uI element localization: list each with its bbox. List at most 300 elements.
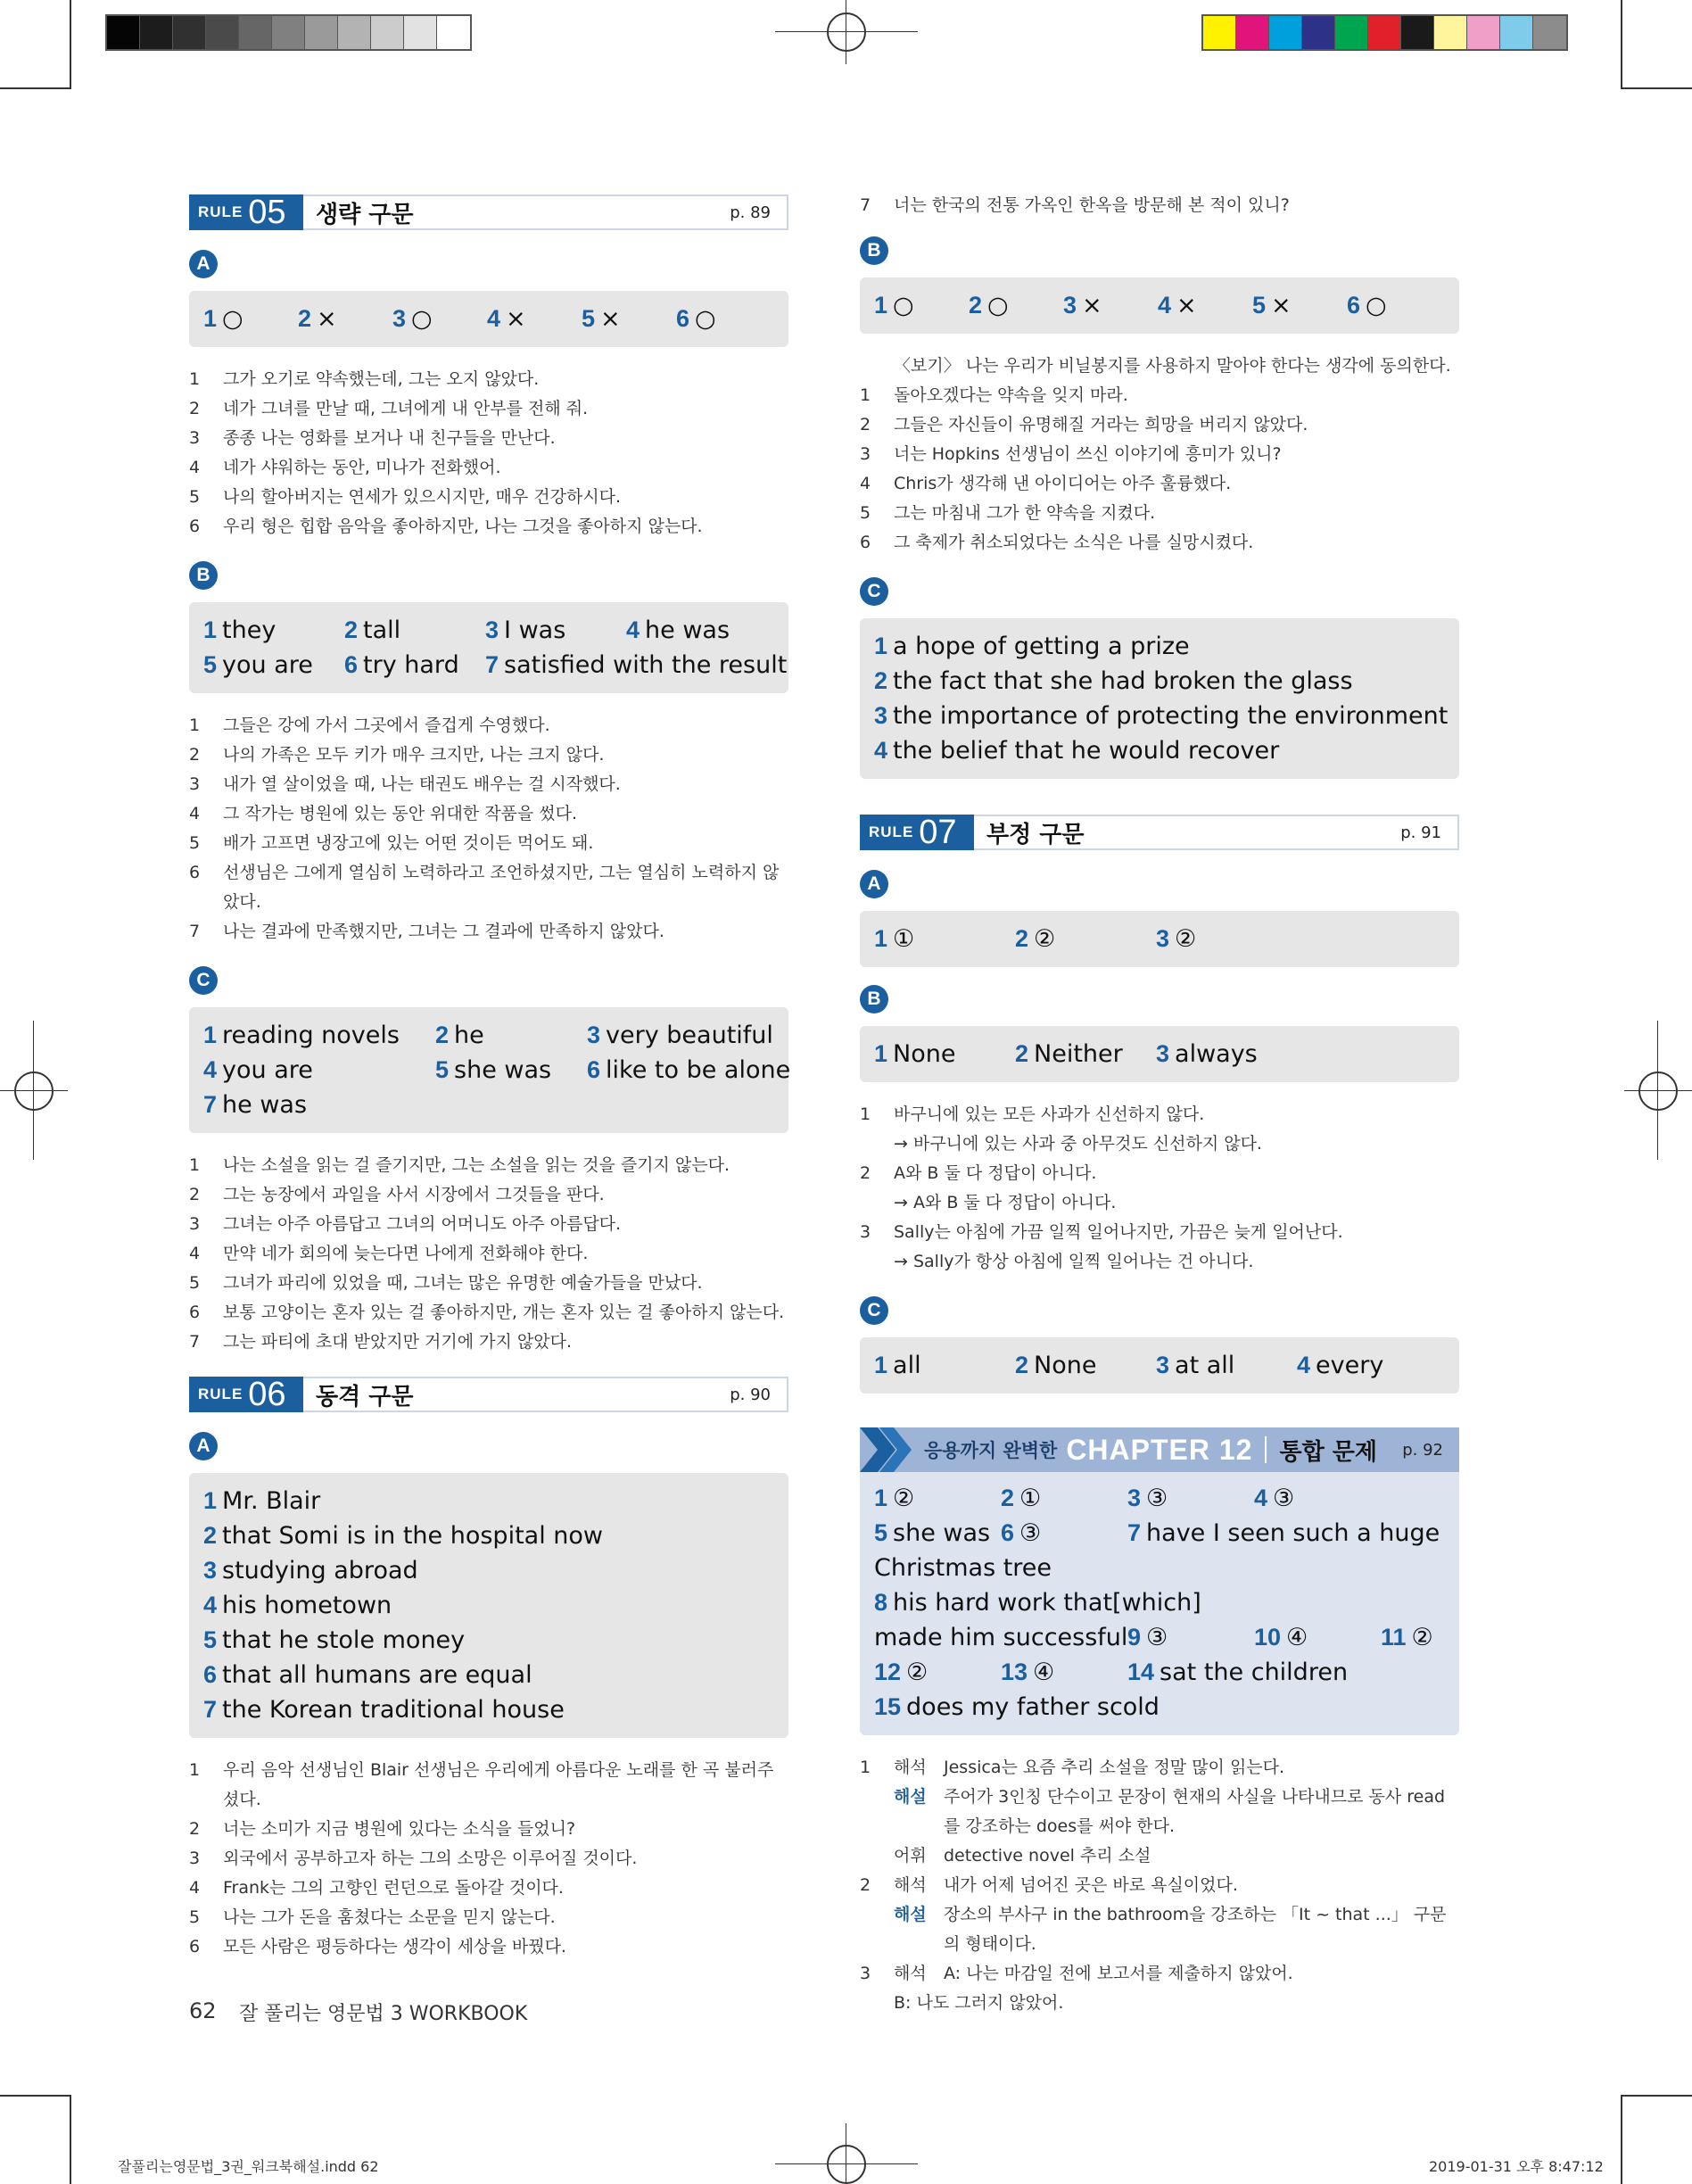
explanation-text: 그 작가는 병원에 있는 동안 위대한 작품을 썼다.: [223, 804, 578, 823]
explanation-number: 4: [189, 804, 201, 823]
answer-number: 4: [203, 1056, 218, 1083]
color-swatch: [107, 16, 140, 49]
section-badge-c: C: [189, 966, 218, 995]
explanation-text: 보통 고양이는 혼자 있는 걸 좋아하지만, 개는 혼자 있는 걸 좋아하지 않는다.: [223, 1303, 785, 1322]
answer-item: [874, 288, 969, 323]
explanation-number: 1: [860, 385, 871, 405]
translation-text: B: 나도 그러지 않았어.: [894, 1993, 1064, 2013]
explanation-number: 1: [189, 1155, 201, 1175]
explanation-number: 7: [189, 1332, 201, 1352]
explanation-text: 나의 가족은 모두 키가 매우 크지만, 나는 크지 않다.: [223, 745, 605, 765]
explanation-number: 3: [860, 444, 871, 464]
explanation-number: 6: [189, 517, 201, 536]
answer-item: [344, 613, 485, 648]
answer-item: [676, 302, 771, 336]
answer-value: ×: [600, 305, 621, 333]
answer-list: [874, 1037, 1445, 1071]
explanation-item: [860, 381, 1459, 410]
crop-mark: [70, 2095, 71, 2184]
page-number: 62: [189, 1998, 217, 2023]
answer-item: [587, 1053, 791, 1088]
answer-number: 4: [203, 1592, 218, 1618]
explanation-list: [189, 365, 788, 542]
book-title: 잘 풀리는 영문법 3 WORKBOOK: [239, 2003, 528, 2025]
explanation-number: 2: [860, 1875, 871, 1895]
answer-item: [1127, 1655, 1348, 1690]
crop-mark: [70, 0, 71, 89]
explanation-text: 외국에서 공부하고자 하는 그의 소망은 이루어질 것이다.: [223, 1849, 638, 1868]
explanation-text: 선생님은 그에게 열심히 노력하라고 조언하셨지만, 그는 열심히 노력하지 않았다.: [223, 863, 780, 912]
answer-value: ②: [906, 1659, 929, 1686]
answer-item: [344, 648, 485, 682]
chapter-page-ref: p. 92: [1402, 1440, 1443, 1460]
explanation-number: 6: [860, 533, 871, 552]
process-color-bar: [1201, 14, 1568, 51]
answer-number: 6: [587, 1056, 601, 1083]
answer-box: [189, 1007, 791, 1133]
explanation-number: 3: [860, 1964, 871, 1983]
answer-box: [860, 1337, 1459, 1394]
color-swatch: [1269, 16, 1302, 49]
answer-number: 5: [203, 1626, 218, 1653]
answer-value: ④: [1033, 1659, 1055, 1686]
explanation-text: Frank는 그의 고향인 런던으로 돌아갈 것이다.: [223, 1878, 564, 1898]
answer-number: 3: [203, 1557, 218, 1584]
answer-item: [874, 1655, 1001, 1690]
answer-number: 2: [298, 305, 312, 332]
answer-number: 6: [1347, 292, 1361, 318]
explanation-number: 3: [189, 1849, 201, 1868]
answer-value: the importance of protecting the environment: [893, 702, 1449, 730]
answer-value: they: [222, 616, 276, 644]
explanation-item: [860, 1900, 1459, 1959]
answer-value: ③: [1019, 1519, 1042, 1547]
explanation-item: [860, 469, 1459, 499]
explanation-number: 7: [189, 922, 201, 941]
registration-line: [1624, 1090, 1692, 1091]
answer-item: [203, 1623, 774, 1658]
answer-value: ③: [1146, 1485, 1168, 1512]
explanation-number: 5: [189, 1273, 201, 1293]
answer-item: [485, 648, 788, 682]
crop-mark: [1621, 2095, 1622, 2184]
answer-box: [189, 602, 788, 693]
answer-item: [1156, 1037, 1297, 1071]
explanation-text: 모든 사람은 평등하다는 생각이 세상을 바꿨다.: [223, 1937, 566, 1956]
answer-number: 5: [435, 1056, 450, 1083]
answer-number: 1: [874, 1352, 888, 1378]
answer-number: 7: [203, 1091, 218, 1118]
answer-number: 2: [344, 616, 359, 643]
explanation-text: 내가 열 살이었을 때, 나는 태권도 배우는 걸 시작했다.: [223, 774, 621, 794]
answer-value: ①: [1019, 1485, 1042, 1512]
explanation-number: 2: [189, 1185, 201, 1204]
registration-line: [775, 2163, 918, 2164]
explanation-item: [189, 1151, 788, 1180]
answer-number: 2: [1015, 925, 1029, 952]
answer-value: like to be alone: [606, 1056, 791, 1084]
answer-item: [485, 613, 626, 648]
answer-value: he: [454, 1022, 484, 1049]
explanation-text: 너는 Hopkins 선생님이 쓰신 이야기에 흥미가 있니?: [894, 444, 1282, 464]
explanation-number: 3: [189, 774, 201, 794]
answer-item: [969, 288, 1063, 323]
answer-value: ○: [1366, 292, 1387, 319]
example-sentence: 〈보기〉 나는 우리가 비닐봉지를 사용하지 말아야 한다는 생각에 동의한다.: [894, 356, 1451, 376]
answer-continuation: Christmas tree: [874, 1554, 1052, 1582]
explanation-list: [860, 381, 1459, 558]
answer-value: ○: [222, 305, 243, 333]
explanation-item: [189, 394, 788, 424]
answer-item: [203, 302, 298, 336]
explanation-item: [189, 740, 788, 770]
chapter-prefix: 응용까지 완벽한: [924, 1440, 1058, 1461]
label-explanation: 해설: [894, 1905, 927, 1924]
section-badge-a: A: [189, 1432, 218, 1460]
answer-number: 2: [1015, 1040, 1029, 1067]
answer-item: [1254, 1620, 1381, 1655]
answer-number: 6: [203, 1661, 218, 1688]
explanation-text: 그 축제가 취소되었다는 소식은 나를 실망시켰다.: [894, 533, 1254, 552]
answer-value: have I seen such a huge: [1146, 1519, 1440, 1547]
answer-item: [203, 1588, 774, 1623]
answer-value: you are: [222, 651, 313, 679]
answer-value: the Korean traditional house: [222, 1696, 565, 1724]
section-badge-c: C: [860, 1296, 888, 1325]
answer-item: [203, 648, 344, 682]
answer-value: you are: [222, 1056, 313, 1084]
explanation-number: 3: [189, 1214, 201, 1234]
answer-item: [1158, 288, 1252, 323]
explanation-list: [189, 711, 788, 947]
explanation-text: 나는 그가 돈을 훔쳤다는 소문을 믿지 않는다.: [223, 1907, 556, 1927]
explanation-list: [860, 1100, 1459, 1277]
translation-text: Jessica는 요즘 추리 소설을 정말 많이 읽는다.: [944, 1758, 1285, 1777]
translation-text: A: 나는 마감일 전에 보고서를 제출하지 않았어.: [944, 1964, 1293, 1983]
answer-value: ③: [1273, 1485, 1295, 1512]
answer-value: a hope of getting a prize: [893, 633, 1190, 660]
crop-mark: [0, 2095, 71, 2097]
answer-number: 6: [344, 651, 359, 678]
answer-box: [860, 1026, 1459, 1082]
answer-item: [874, 1348, 1015, 1383]
translation-text: 내가 어제 넘어진 곳은 바로 욕실이었다.: [944, 1875, 1238, 1895]
explanation-text: 그는 마침내 그가 한 약속을 지켰다.: [894, 503, 1156, 523]
section-badge-b: B: [189, 561, 218, 590]
explanation-number: 3: [189, 428, 201, 448]
explanation-item: [189, 770, 788, 799]
answer-number: 5: [203, 651, 218, 678]
answer-number: 13: [1001, 1659, 1028, 1685]
answer-number: 6: [1001, 1519, 1015, 1546]
explanation-number: 5: [860, 503, 871, 523]
explanation-number: 2: [189, 745, 201, 765]
explanation-number: 1: [189, 716, 201, 735]
answer-value: Neither: [1034, 1040, 1123, 1068]
answer-item: [203, 1018, 435, 1053]
explanation-item: [189, 1239, 788, 1269]
explanation-rewrite: → A와 B 둘 다 정답이 아니다.: [894, 1193, 1117, 1212]
answer-item: [435, 1053, 587, 1088]
rule-tag: [189, 194, 303, 230]
explanation-text: 돌아오겠다는 약속을 잊지 마라.: [894, 385, 1128, 405]
explanation-text: 그들은 자신들이 유명해질 거라는 희망을 버리지 않았다.: [894, 415, 1308, 434]
answer-number: 2: [1015, 1352, 1029, 1378]
explanation-text: 나는 소설을 읽는 걸 즐기지만, 그는 소설을 읽는 것을 즐기지 않는다.: [223, 1155, 730, 1175]
color-swatch: [1368, 16, 1401, 49]
explanation-text: 우리 형은 힙합 음악을 좋아하지만, 나는 그것을 좋아하지 않는다.: [223, 517, 703, 536]
answer-value: the fact that she had broken the glass: [893, 667, 1353, 695]
explanation-number: 1: [860, 1104, 871, 1124]
explanation-text: 그들은 강에 가서 그곳에서 즐겁게 수영했다.: [223, 716, 550, 735]
section-badge-b: B: [860, 985, 888, 1013]
answer-item: [1127, 1620, 1254, 1655]
chapter-answer-box: [860, 1472, 1459, 1735]
answer-number: 3: [1156, 1040, 1170, 1067]
answer-number: 5: [582, 305, 596, 332]
answer-list: [203, 1018, 791, 1122]
answer-box: [189, 1473, 788, 1738]
explanation-item: [860, 1100, 1459, 1129]
color-swatch: [404, 16, 437, 49]
answer-item: [1015, 1037, 1156, 1071]
explanation-text: 그는 파티에 초대 받았지만 거기에 가지 않았다.: [223, 1332, 573, 1352]
answer-item: [874, 1481, 1001, 1516]
rule-page-ref: p. 91: [1400, 823, 1441, 842]
answer-item: [203, 1658, 774, 1692]
answer-number: 7: [203, 1696, 218, 1723]
answer-box: [860, 911, 1459, 967]
explanation-item: [189, 1210, 788, 1239]
right-column: [860, 191, 1459, 2018]
section-badge-a: A: [189, 250, 218, 278]
file-slug: 잘풀리는영문법_3권_워크북해설.indd 62: [118, 2158, 379, 2175]
explanation-text: 바구니에 있는 모든 사과가 신선하지 않다.: [894, 1104, 1205, 1124]
section-badge-a: A: [860, 870, 888, 898]
answer-number: 15: [874, 1693, 902, 1720]
answer-number: 2: [969, 292, 983, 318]
answer-item: [874, 1516, 1001, 1551]
answer-value: always: [1175, 1040, 1258, 1068]
answer-value: at all: [1175, 1352, 1235, 1379]
answer-value: he was: [645, 616, 730, 644]
answer-value: Mr. Blair: [222, 1487, 321, 1515]
explanation-item: [860, 1959, 1459, 1989]
answer-item: [874, 629, 1445, 664]
answer-value: ②: [1411, 1624, 1433, 1651]
answer-number: 3: [874, 702, 888, 729]
answer-number: 1: [874, 633, 888, 659]
answer-value: every: [1316, 1352, 1384, 1379]
answer-item: [1127, 1516, 1440, 1551]
rule-page-ref: p. 89: [730, 203, 771, 222]
explanation-item: [189, 424, 788, 453]
answer-number: 14: [1127, 1659, 1155, 1685]
explanation-number: 1: [189, 369, 201, 389]
answer-item: [435, 1018, 587, 1053]
explanation-list: [189, 1151, 788, 1357]
answer-item: [203, 1484, 774, 1518]
explanation-item: [860, 191, 1459, 220]
color-swatch: [1533, 16, 1566, 49]
explanation-text: 종종 나는 영화를 보거나 내 친구들을 만난다.: [223, 428, 556, 448]
answer-item: [1127, 1481, 1254, 1516]
answer-value: the belief that he would recover: [893, 737, 1280, 765]
color-swatch: [1236, 16, 1269, 49]
explanation-text: Sally는 아침에 가끔 일찍 일어나지만, 가끔은 늦게 일어난다.: [894, 1222, 1343, 1242]
rule-title: 부정 구문: [986, 821, 1085, 848]
answer-value: I was: [504, 616, 566, 644]
answer-value: ×: [1176, 292, 1197, 319]
explanation-number: 2: [860, 1163, 871, 1183]
explanation-item: [860, 1841, 1459, 1871]
explanation-item: [860, 1159, 1459, 1188]
answer-value: ③: [1146, 1624, 1168, 1651]
answer-number: 11: [1381, 1624, 1407, 1650]
answer-number: 4: [1297, 1352, 1311, 1378]
answer-value: all: [893, 1352, 921, 1379]
registration-mark: [827, 2145, 866, 2184]
chapter-arrow-icon: [860, 1427, 913, 1472]
registration-mark: [827, 12, 866, 52]
rule-tag: [860, 815, 974, 850]
explanation-item: [189, 799, 788, 829]
label-translation: 해석: [894, 1758, 927, 1777]
answer-number: 3: [392, 305, 407, 332]
gray-color-bar: [105, 14, 472, 51]
color-swatch: [272, 16, 305, 49]
explanation-text: 장소의 부사구 in the bathroom을 강조하는 「It ~ that ...」 구문의 형태이다.: [944, 1905, 1447, 1954]
answer-number: 4: [1254, 1485, 1268, 1511]
answer-number: 1: [874, 292, 888, 318]
explanation-number: 6: [189, 1937, 201, 1956]
registration-mark: [1638, 1071, 1678, 1111]
rule-word: RULE: [869, 823, 914, 840]
label-explanation: 해설: [894, 1787, 927, 1807]
answer-number: 3: [1127, 1485, 1142, 1511]
answer-value: his hometown: [222, 1592, 392, 1619]
chapter-explanations: [860, 1753, 1459, 2018]
crop-mark: [1621, 87, 1692, 89]
explanation-number: 2: [860, 415, 871, 434]
explanation-item: [189, 1874, 788, 1903]
answer-item: [874, 1690, 1160, 1725]
answer-value: reading novels: [222, 1022, 400, 1049]
registration-line: [775, 31, 918, 32]
answer-number: 4: [487, 305, 501, 332]
answer-list: [874, 288, 1445, 323]
answer-list: [874, 1348, 1445, 1383]
answer-item: [874, 664, 1445, 699]
explanation-number: 3: [860, 1222, 871, 1242]
explanation-number: 4: [189, 1244, 201, 1263]
answer-value: does my father scold: [906, 1693, 1160, 1721]
color-swatch: [305, 16, 338, 49]
answer-value: very beautiful: [606, 1022, 773, 1049]
rule-07-header: [860, 815, 1459, 850]
explanation-number: 2: [189, 1819, 201, 1839]
answer-item: [1381, 1620, 1433, 1655]
explanation-item: [860, 528, 1459, 558]
answer-number: 1: [874, 1040, 888, 1067]
explanation-text: 나의 할아버지는 연세가 있으시지만, 매우 건강하시다.: [223, 487, 622, 507]
section-badge-b: B: [860, 236, 888, 265]
answer-number: 1: [874, 1485, 888, 1511]
answer-number: 2: [203, 1522, 218, 1549]
answer-value: studying abroad: [222, 1557, 418, 1584]
answer-value: she was: [893, 1519, 991, 1547]
answer-box: [189, 291, 788, 347]
explanation-item: [189, 1932, 788, 1962]
chapter-title: 통합 문제: [1279, 1438, 1377, 1466]
answer-value: ②: [1034, 925, 1056, 953]
answer-number: 4: [1158, 292, 1172, 318]
answer-number: 4: [626, 616, 640, 643]
answer-item: [1015, 1348, 1156, 1383]
color-swatch: [1434, 16, 1467, 49]
answer-value: sat the children: [1160, 1659, 1349, 1686]
crop-mark: [0, 87, 71, 89]
answer-item: [587, 1018, 774, 1053]
explanation-number: 4: [860, 474, 871, 493]
explanation-text: 너는 소미가 지금 병원에 있다는 소식을 들었니?: [223, 1819, 576, 1839]
answer-list: [203, 302, 774, 336]
explanation-number: 7: [860, 195, 871, 215]
explanation-item: [189, 858, 788, 917]
explanation-item: [189, 453, 788, 483]
answer-number: 1: [203, 1487, 218, 1514]
color-swatch: [239, 16, 272, 49]
answer-item: [203, 1553, 774, 1588]
rule-word: RULE: [198, 1386, 243, 1402]
rule-tag: [189, 1377, 303, 1412]
answer-value: ②: [893, 1485, 915, 1512]
explanation-number: 1: [189, 1760, 201, 1780]
answer-number: 9: [1127, 1624, 1142, 1650]
answer-item: [1001, 1516, 1127, 1551]
chapter-header: [860, 1427, 1459, 1472]
explanation-text: A와 B 둘 다 정답이 아니다.: [894, 1163, 1097, 1183]
color-swatch: [1401, 16, 1434, 49]
answer-item: [1254, 1481, 1381, 1516]
explanation-item: [189, 512, 788, 542]
answer-box: [860, 277, 1459, 334]
rule-06-header: [189, 1377, 788, 1412]
answer-value: ②: [1175, 925, 1197, 953]
answer-value: ①: [893, 925, 915, 953]
color-swatch: [206, 16, 239, 49]
vocabulary-text: detective novel 추리 소설: [944, 1846, 1151, 1866]
explanation-number: 6: [189, 1303, 201, 1322]
explanation-text: 배가 고프면 냉장고에 있는 어떤 것이든 먹어도 돼.: [223, 833, 594, 853]
answer-number: 1: [203, 1022, 218, 1048]
explanation-text: Chris가 생각해 낸 아이디어는 아주 훌륭했다.: [894, 474, 1232, 493]
answer-item: [1156, 1348, 1297, 1383]
explanation-item: [189, 1903, 788, 1932]
explanation-text: 나는 결과에 만족했지만, 그녀는 그 결과에 만족하지 않았다.: [223, 922, 664, 941]
explanation-number: 4: [189, 458, 201, 477]
color-swatch: [1500, 16, 1533, 49]
color-swatch: [371, 16, 404, 49]
rule-number: 05: [248, 194, 286, 231]
explanation-number: 1: [860, 1758, 871, 1777]
explanation-item: [189, 1180, 788, 1210]
chapter-row-1: [874, 1481, 1445, 1516]
crop-mark: [1621, 0, 1622, 89]
explanation-text: 네가 샤워하는 동안, 미나가 전화했어.: [223, 458, 501, 477]
explanation-text: 너는 한국의 전통 가옥인 한옥을 방문해 본 적이 있니?: [894, 195, 1290, 215]
answer-item: [874, 699, 1449, 733]
